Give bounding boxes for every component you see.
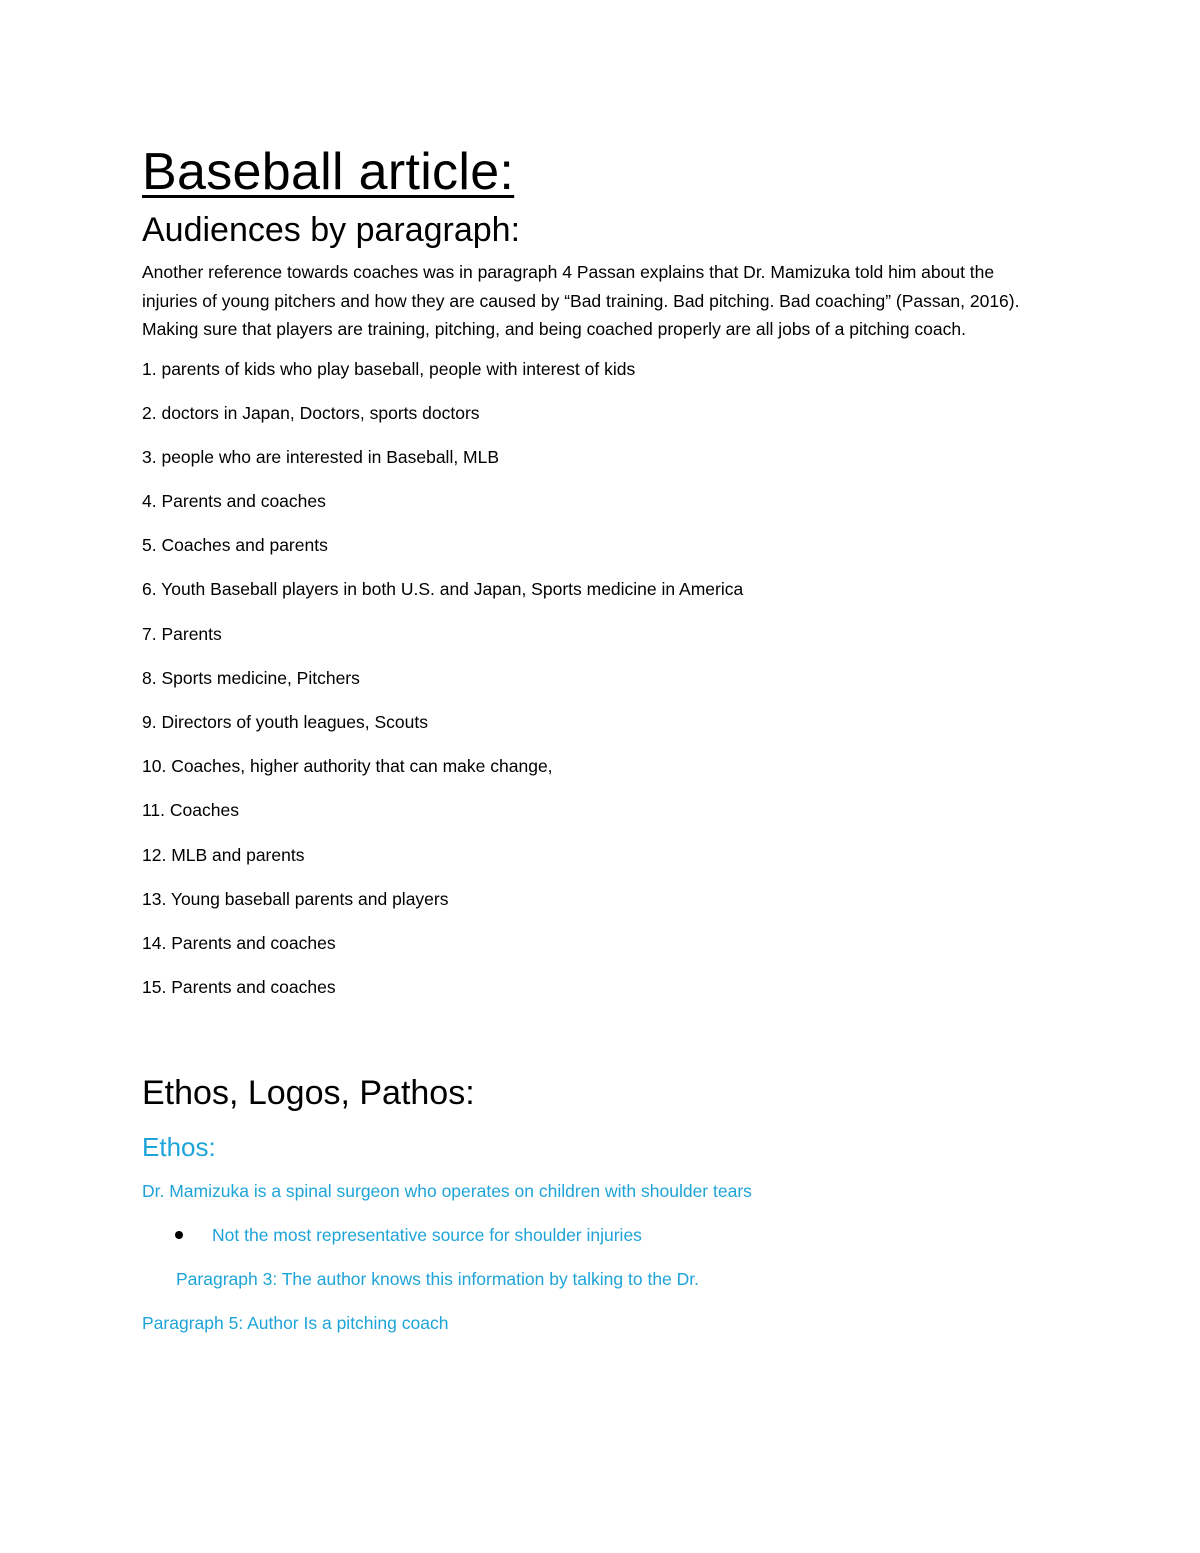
list-item: [142, 798, 1042, 842]
list-item-text: Coaches, higher authority that can make change,: [166, 756, 553, 777]
list-item: [142, 666, 1042, 710]
list-item: [142, 357, 1042, 401]
list-item: [142, 533, 1042, 577]
list-item: [142, 887, 1042, 931]
list-item-number: 1.: [142, 358, 157, 379]
list-item: [142, 622, 1042, 666]
bullet-icon: [175, 1231, 183, 1239]
list-item-number: 7.: [142, 623, 157, 644]
list-item-text: Parents and coaches: [166, 932, 336, 953]
list-item-text: Parents and coaches: [156, 491, 326, 512]
list-item-number: 13.: [142, 888, 167, 909]
document-page: [142, 140, 1042, 1355]
list-item-text: Coaches and parents: [156, 535, 328, 556]
list-item-text: Coaches: [165, 800, 239, 821]
list-item-text: Youth Baseball players in both U.S. and Japan, Sports medicine in America: [156, 579, 744, 600]
audience-list: [142, 357, 1042, 1020]
ethos-line-surgeon: Dr. Mamizuka is a spinal surgeon who operates on children with shoulder tears: [142, 1181, 752, 1202]
list-item-number: 14.: [142, 932, 167, 953]
list-item: [142, 843, 1042, 887]
ethos-bullet-text: Not the most representative source for shoulder injuries: [212, 1225, 642, 1246]
list-item-number: 3.: [142, 446, 157, 467]
list-item: [142, 754, 1042, 798]
list-item-number: 2.: [142, 402, 157, 423]
list-item: [142, 489, 1042, 533]
list-item-number: 10.: [142, 756, 167, 777]
list-item-number: 5.: [142, 535, 157, 556]
list-item-text: Sports medicine, Pitchers: [156, 667, 360, 688]
ethos-line-paragraph5: Paragraph 5: Author Is a pitching coach: [142, 1313, 449, 1334]
list-item-number: 4.: [142, 491, 157, 512]
list-item: [142, 975, 1042, 1019]
list-item: [142, 401, 1042, 445]
document-title: Baseball article:: [142, 143, 515, 201]
list-item-text: Directors of youth leagues, Scouts: [156, 712, 428, 732]
list-item-text: MLB and parents: [166, 844, 305, 865]
list-item-number: 8.: [142, 667, 157, 688]
list-item: [142, 577, 1042, 621]
audiences-heading: Audiences by paragraph:: [142, 211, 521, 249]
list-item-number: 12.: [142, 844, 167, 865]
list-item-number: 6.: [142, 579, 157, 600]
ethos-bullet-item: [142, 1223, 1042, 1247]
list-item-number: 9.: [142, 712, 157, 732]
list-item: [142, 931, 1042, 975]
list-item-text: Parents and coaches: [166, 977, 336, 998]
list-item-text: parents of kids who play baseball, people with interest of kids: [156, 358, 636, 379]
list-item: [142, 710, 1042, 754]
intro-paragraph: Another reference towards coaches was in paragraph 4 Passan explains that Dr. Mamizuka told him about the injuries of young pitchers and how they are caused by “Bad training. Bad pitching. Bad coaching” (Passan, 2016). Making sure that players are training, pitching, and being coached properly are all jobs of a pitching coach.: [142, 262, 1020, 339]
list-item-text: people who are interested in Baseball, MLB: [156, 446, 500, 467]
list-item-text: Parents: [156, 623, 222, 644]
list-item: [142, 445, 1042, 489]
rhetoric-heading: Ethos, Logos, Pathos:: [142, 1074, 475, 1113]
list-item-number: 11.: [142, 800, 166, 821]
list-item-number: 15.: [142, 977, 167, 998]
list-item-text: Young baseball parents and players: [166, 888, 449, 909]
list-item-text: doctors in Japan, Doctors, sports doctors: [156, 402, 480, 423]
ethos-line-paragraph3: Paragraph 3: The author knows this information by talking to the Dr.: [176, 1269, 700, 1290]
ethos-heading: Ethos:: [142, 1132, 216, 1163]
